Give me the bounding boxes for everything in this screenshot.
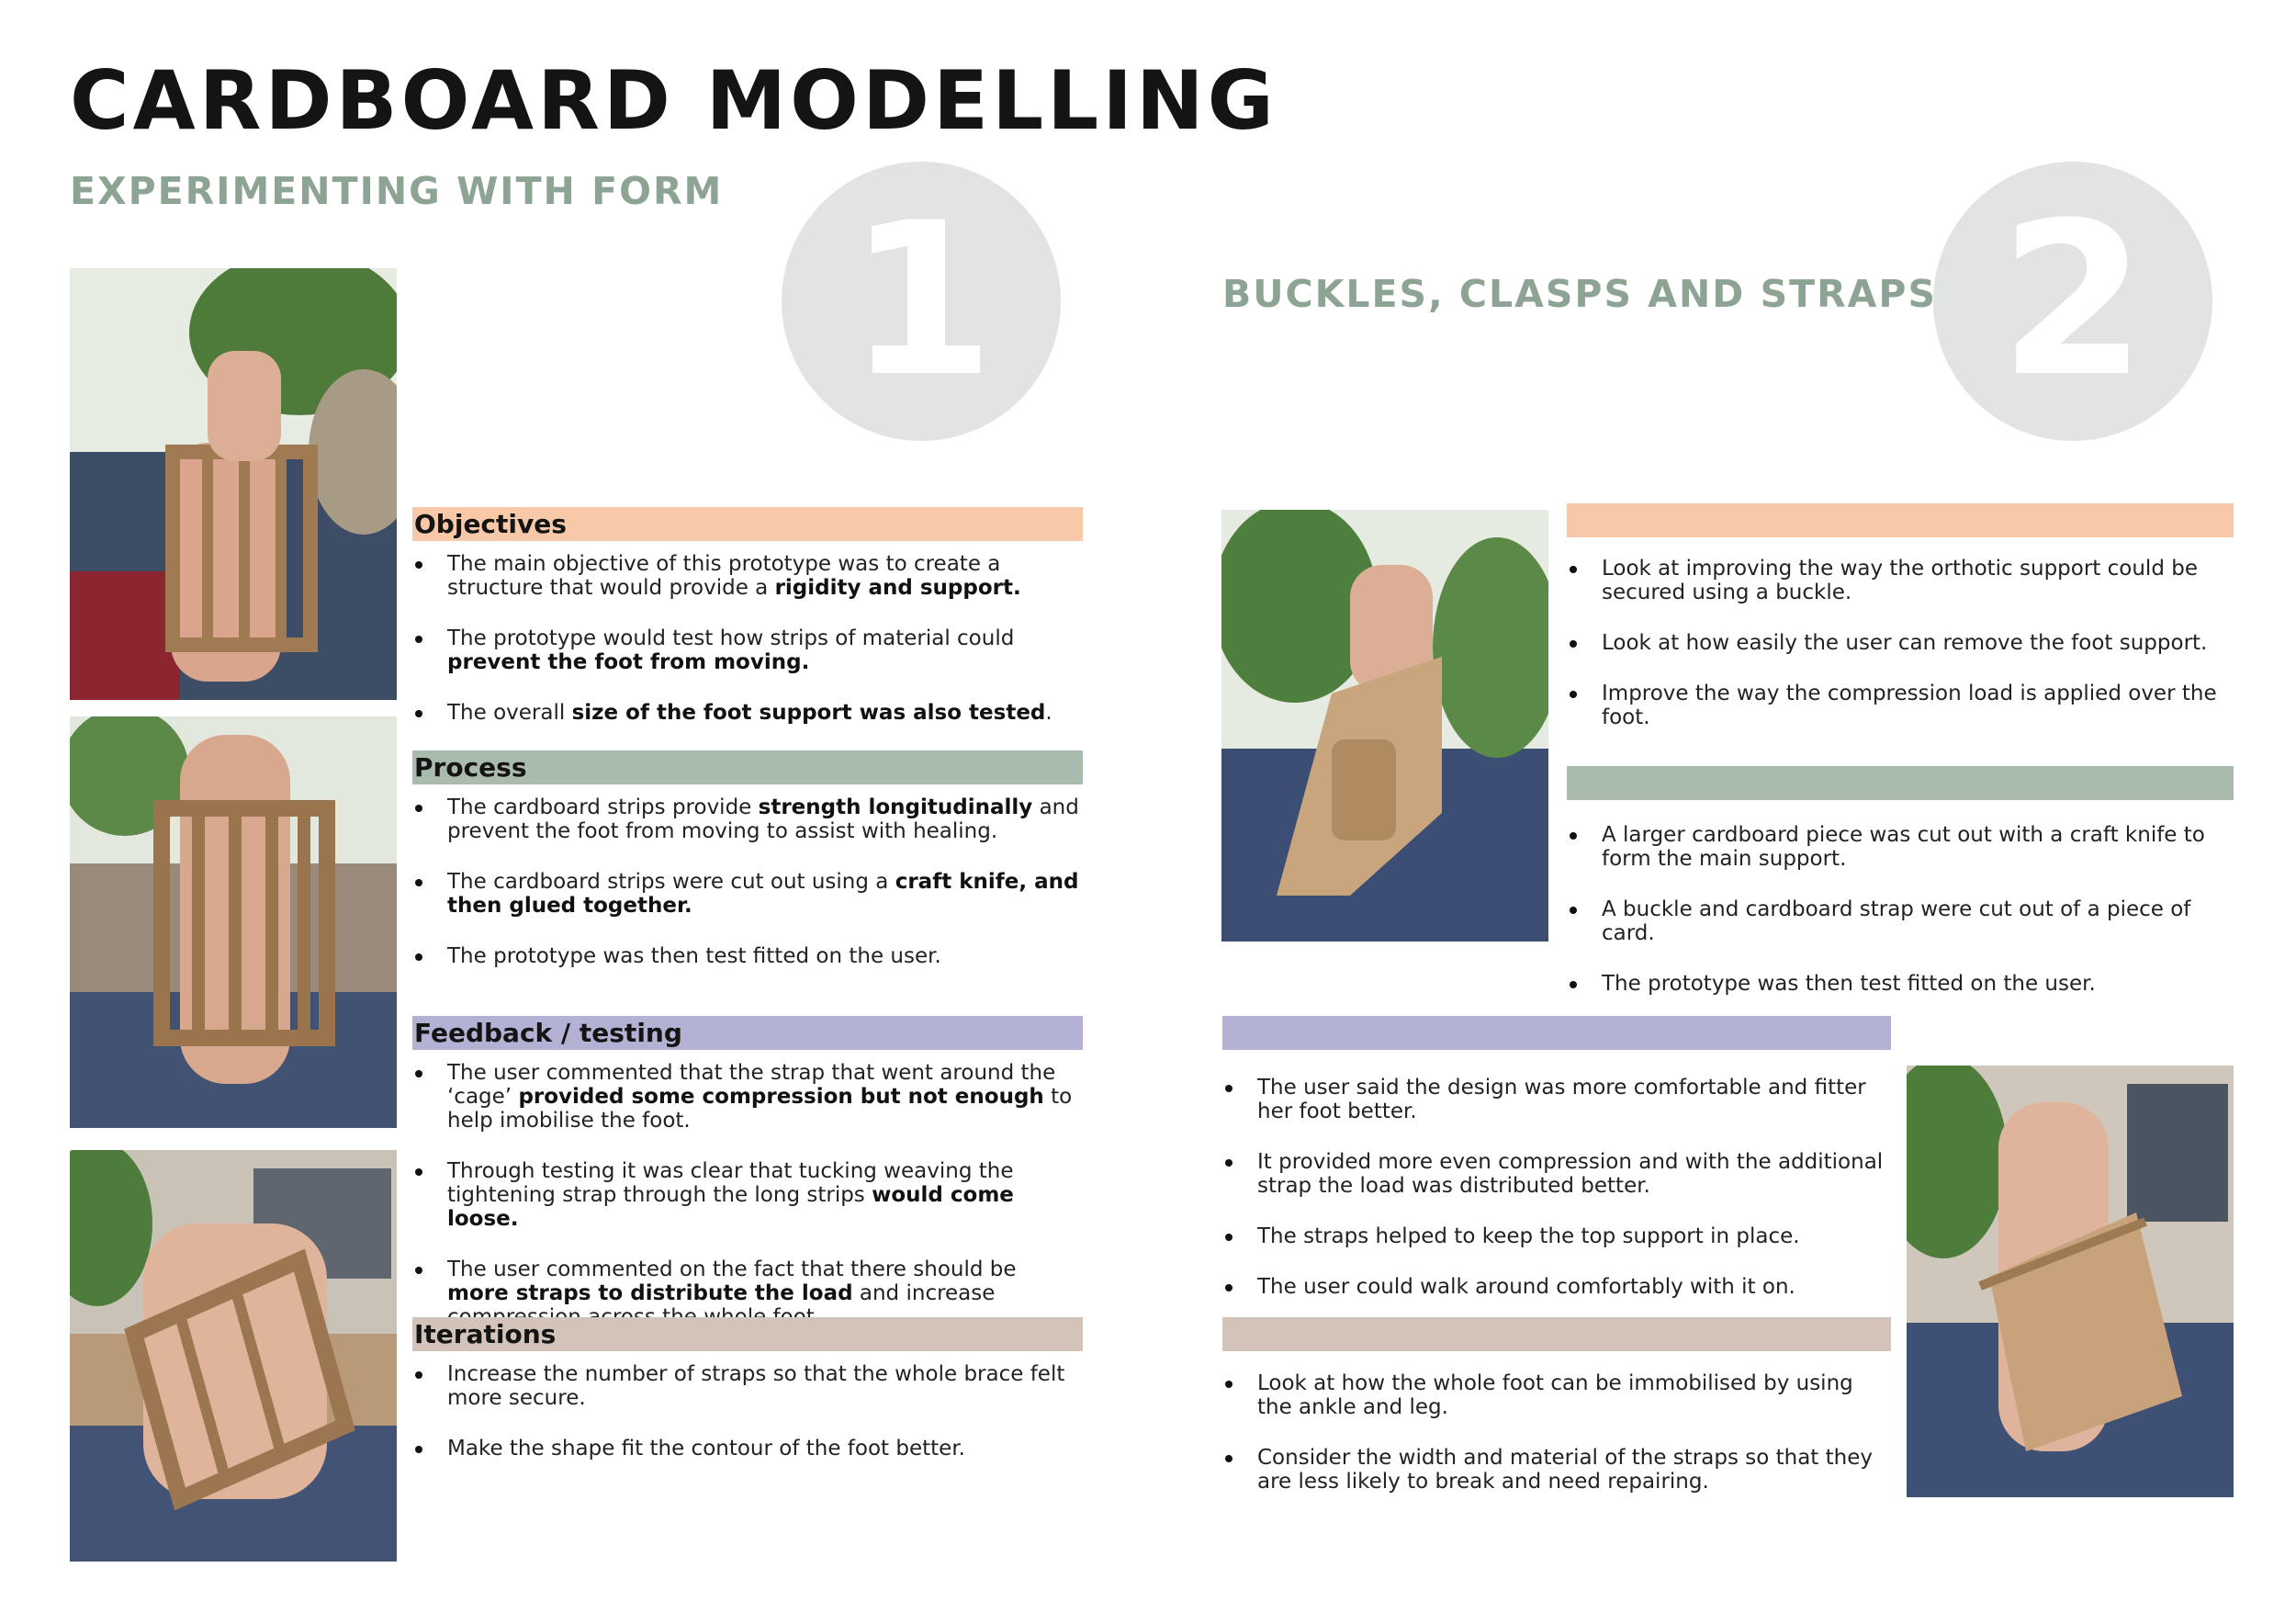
section-2-number-badge bbox=[1933, 162, 2212, 441]
section-2-objectives bbox=[1567, 503, 2234, 756]
page-title: CARDBOARD MODELLING bbox=[70, 53, 1277, 148]
list-item: The straps helped to keep the top support in place. bbox=[1222, 1224, 1891, 1248]
section-2-feedback-list bbox=[1222, 1076, 1891, 1299]
list-item: The user commented on the fact that there should be more straps to distribute the load and increase bbox=[412, 1257, 1083, 1329]
process-heading: Process bbox=[412, 750, 1083, 784]
list-item: The main objective of this prototype was to create a structure that would provide a rigidity and support. bbox=[412, 552, 1083, 600]
process-list bbox=[412, 795, 1083, 968]
list-item: Look at improving the way the orthotic support could be secured using a buckle. bbox=[1567, 557, 2234, 604]
objectives-bar bbox=[1567, 503, 2234, 537]
section-1-feedback bbox=[412, 1016, 1083, 1329]
list-item: The cardboard strips provide strength longitudinally and prevent the foot from moving to assist with healing. bbox=[412, 795, 1083, 843]
prototype-2-photo-left bbox=[1221, 510, 1548, 942]
list-item: Improve the way the compression load is applied over the foot. bbox=[1567, 682, 2234, 729]
objectives-list bbox=[412, 552, 1083, 725]
section-1-objectives bbox=[412, 507, 1083, 751]
section-2-number: 2 bbox=[1998, 178, 2147, 423]
objectives-heading: Objectives bbox=[412, 507, 1083, 541]
list-item: Through testing it was clear that tucking weaving the tightening strap through the long strips would come loose. bbox=[412, 1159, 1083, 1231]
section-2-process bbox=[1567, 766, 2234, 1022]
iterations-bar bbox=[1222, 1317, 1891, 1351]
list-item: A larger cardboard piece was cut out with a craft knife to form the main support. bbox=[1567, 823, 2234, 871]
list-item: The cardboard strips were cut out using a craft knife, and then glued together. bbox=[412, 870, 1083, 918]
iterations-heading: Iterations bbox=[412, 1317, 1083, 1351]
feedback-heading: Feedback / testing bbox=[412, 1016, 1083, 1050]
process-bar bbox=[1567, 766, 2234, 800]
prototype-1-photo-top bbox=[70, 268, 397, 700]
section-2-iterations bbox=[1222, 1317, 1891, 1520]
section-2-iterations-list bbox=[1222, 1371, 1891, 1494]
list-item: The user could walk around comfortably with it on. bbox=[1222, 1275, 1891, 1299]
section-1-number: 1 bbox=[847, 178, 996, 423]
feedback-list bbox=[412, 1061, 1083, 1329]
list-item: The user commented that the strap that went around the ‘cage’ provided some compression but not enough to help imobilise the foot. bbox=[412, 1061, 1083, 1133]
prototype-2-photo-right bbox=[1907, 1066, 2234, 1497]
section-2-feedback bbox=[1222, 1016, 1891, 1325]
section-2-process-list bbox=[1567, 823, 2234, 996]
list-item: The user said the design was more comfortable and fitter her foot better. bbox=[1222, 1076, 1891, 1123]
section-2-objectives-list bbox=[1567, 557, 2234, 729]
page-subtitle: EXPERIMENTING WITH FORM bbox=[70, 169, 724, 213]
prototype-1-photo-middle bbox=[70, 716, 397, 1128]
list-item: The prototype was then test fitted on the user. bbox=[1567, 972, 2234, 996]
feedback-bar bbox=[1222, 1016, 1891, 1050]
section-1-number-badge bbox=[782, 162, 1061, 441]
list-item: Look at how the whole foot can be immobilised by using the ankle and leg. bbox=[1222, 1371, 1891, 1419]
list-item: Look at how easily the user can remove the foot support. bbox=[1567, 631, 2234, 655]
list-item: Consider the width and material of the straps so that they are less likely to break and need repairing. bbox=[1222, 1446, 1891, 1494]
list-item: A buckle and cardboard strap were cut out of a piece of card. bbox=[1567, 897, 2234, 945]
list-item: The overall size of the foot support was also tested. bbox=[412, 701, 1083, 725]
list-item: Make the shape fit the contour of the foot better. bbox=[412, 1437, 1083, 1460]
list-item: The prototype would test how strips of material could prevent the foot from moving. bbox=[412, 626, 1083, 674]
list-item: Increase the number of straps so that the whole brace felt more secure. bbox=[412, 1362, 1083, 1410]
section-1-process bbox=[412, 750, 1083, 995]
section-2-title: BUCKLES, CLASPS AND STRAPS bbox=[1222, 272, 1937, 316]
list-item: It provided more even compression and with the additional strap the load was distributed better. bbox=[1222, 1150, 1891, 1198]
list-item: The prototype was then test fitted on the user. bbox=[412, 944, 1083, 968]
section-1-iterations bbox=[412, 1317, 1083, 1487]
prototype-1-photo-bottom bbox=[70, 1150, 397, 1562]
iterations-list bbox=[412, 1362, 1083, 1460]
